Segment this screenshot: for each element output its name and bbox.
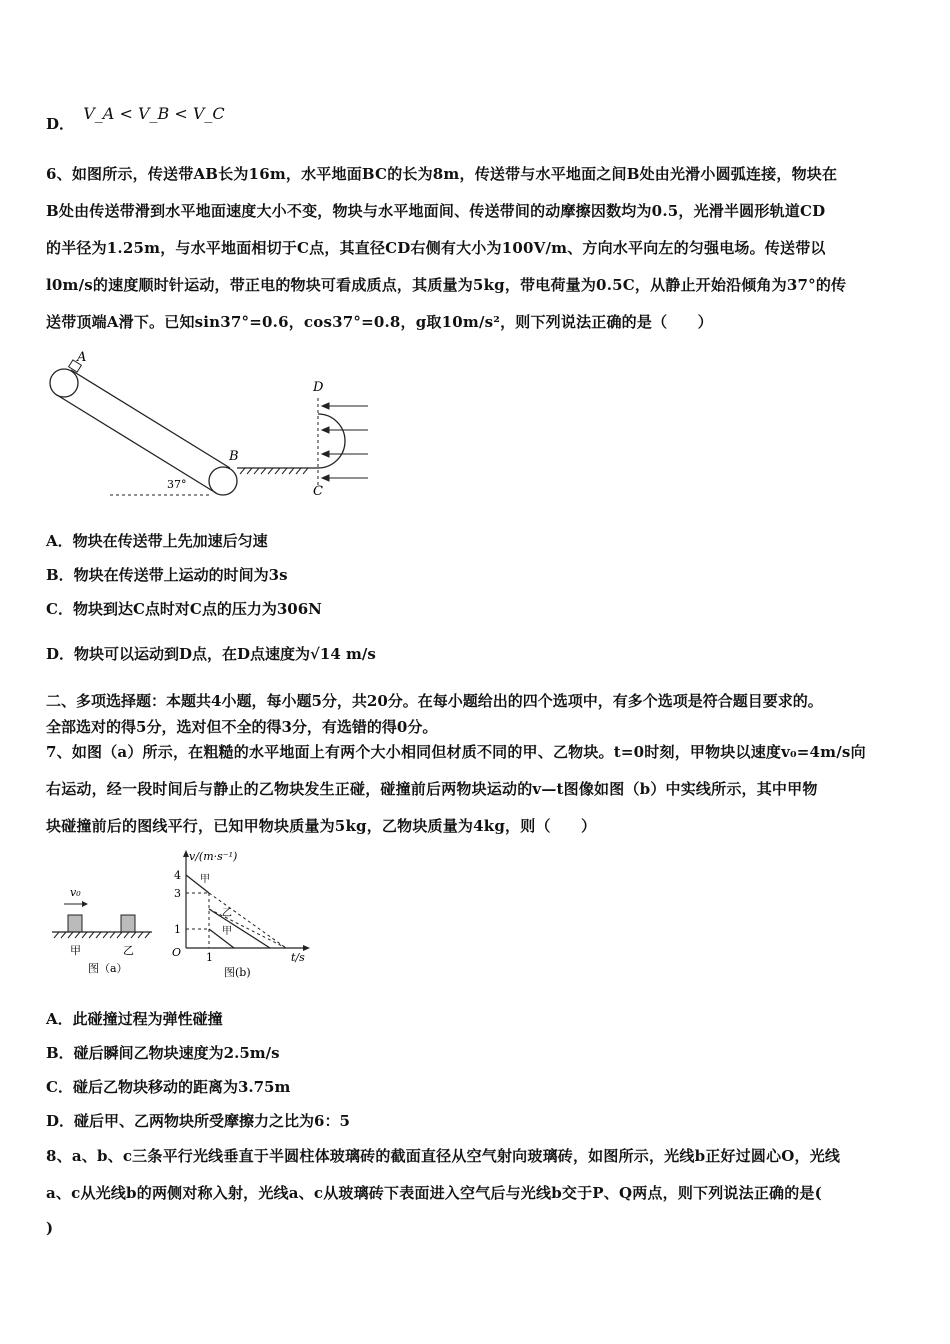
q6-option-d: D．物块可以运动到D点，在D点速度为√14 m/s	[46, 645, 376, 663]
q7-figure-b	[166, 846, 316, 982]
q7-option-c: C．碰后乙物块移动的距离为3.75m	[46, 1078, 291, 1096]
q6-line-1: 6、如图所示，传送带AB长为16m，水平地面BC的长为8m，传送带与水平地面之间B处由光滑小圆弧连接，物块在	[46, 165, 838, 183]
q7-line-3: 块碰撞前后的图线平行，已知甲物块质量为5kg，乙物块质量为4kg，则（ ）	[46, 817, 597, 835]
prev-option-d-label: D．	[46, 115, 75, 133]
angle-label: 37°	[167, 478, 187, 491]
fig-b-jia-1: 甲	[200, 874, 210, 885]
label-c: C	[313, 484, 323, 499]
fig-b-ytick-1: 1	[174, 923, 181, 936]
q7-figure-a	[48, 880, 160, 980]
jia-label: 甲	[70, 944, 81, 957]
q6-line-2: B处由传送带滑到水平地面速度大小不变，物块与水平地面间、传送带间的动摩擦因数均为0.5，光滑半圆形轨道CD	[46, 202, 826, 220]
fig-b-ytick-3: 3	[174, 887, 181, 900]
q6-option-a: A．物块在传送带上先加速后匀速	[46, 532, 268, 550]
fig-b-xtick-1: 1	[206, 951, 213, 964]
q8-line-1: 8、a、b、c三条平行光线垂直于半圆柱体玻璃砖的截面直径从空气射向玻璃砖，如图所示，光线b正好过圆心O，光线	[46, 1147, 841, 1165]
fig-b-yi: 乙	[222, 908, 232, 919]
q7-option-b: B．碰后瞬间乙物块速度为2.5m/s	[46, 1044, 280, 1062]
q7-option-d: D．碰后甲、乙两物块所受摩擦力之比为6：5	[46, 1112, 350, 1130]
fig-b-caption: 图(b)	[224, 966, 251, 979]
q6-line-4: l0m/s的速度顺时针运动，带正电的物块可看成质点，其质量为5kg，带电荷量为0.5C，从静止开始沿倾角为37°的传	[46, 276, 847, 294]
v0-label: v₀	[70, 886, 81, 899]
block-jia	[68, 915, 82, 932]
label-d: D	[313, 380, 324, 395]
semicircle-track	[318, 414, 345, 468]
fig-a-caption: 图（a）	[88, 962, 128, 975]
q6-option-c: C．物块到达C点时对C点的压力为306N	[46, 600, 322, 618]
prev-option-d	[46, 104, 225, 134]
roller-a	[50, 369, 78, 397]
q7-option-a: A．此碰撞过程为弹性碰撞	[46, 1010, 223, 1028]
fig-b-origin: O	[172, 946, 182, 959]
q7-line-1: 7、如图（a）所示，在粗糙的水平地面上有两个大小相同但材质不同的甲、乙物块。t=0时刻，甲物块以速度v₀=4m/s向	[46, 743, 866, 761]
q6-option-b: B．物块在传送带上运动的时间为3s	[46, 566, 288, 584]
section2-line-2: 全部选对的得5分，选对但不全的得3分，有选错的得0分。	[46, 718, 438, 736]
q7-line-2: 右运动，经一段时间后与静止的乙物块发生正碰，碰撞前后两物块运动的v—t图像如图（b）中实线所示，其中甲物	[46, 780, 818, 798]
yi-label: 乙	[123, 944, 134, 957]
q6-conveyor-figure	[40, 348, 380, 503]
q8-line-3: )	[46, 1219, 54, 1237]
fig-b-ylabel: v/(m·s⁻¹)	[189, 850, 238, 863]
q6-line-5: 送带顶端A滑下。已知sin37°=0.6，cos37°=0.8，g取10m/s²，则下列说法正确的是（ ）	[46, 313, 713, 331]
fig-b-xlabel: t/s	[291, 951, 305, 964]
q6-line-3: 的半径为1.25m，与水平地面相切于C点，其直径CD右侧有大小为100V/m、方向水平向左的匀强电场。传送带以	[46, 239, 826, 257]
prev-option-d-formula: V_A < V_B < V_C	[83, 104, 225, 123]
label-a: A	[77, 350, 87, 365]
q8-line-2: a、c从光线b的两侧对称入射，光线a、c从玻璃砖下表面进入空气后与光线b交于P、Q两点，则下列说法正确的是(	[46, 1184, 822, 1202]
fig-b-jia-2: 甲	[222, 926, 232, 937]
block-yi	[121, 915, 135, 932]
section2-line-1: 二、多项选择题：本题共4小题，每小题5分，共20分。在每小题给出的四个选项中，有多个选项是符合题目要求的。	[46, 692, 823, 710]
fig-b-ytick-4: 4	[174, 869, 181, 882]
label-b: B	[229, 449, 239, 464]
